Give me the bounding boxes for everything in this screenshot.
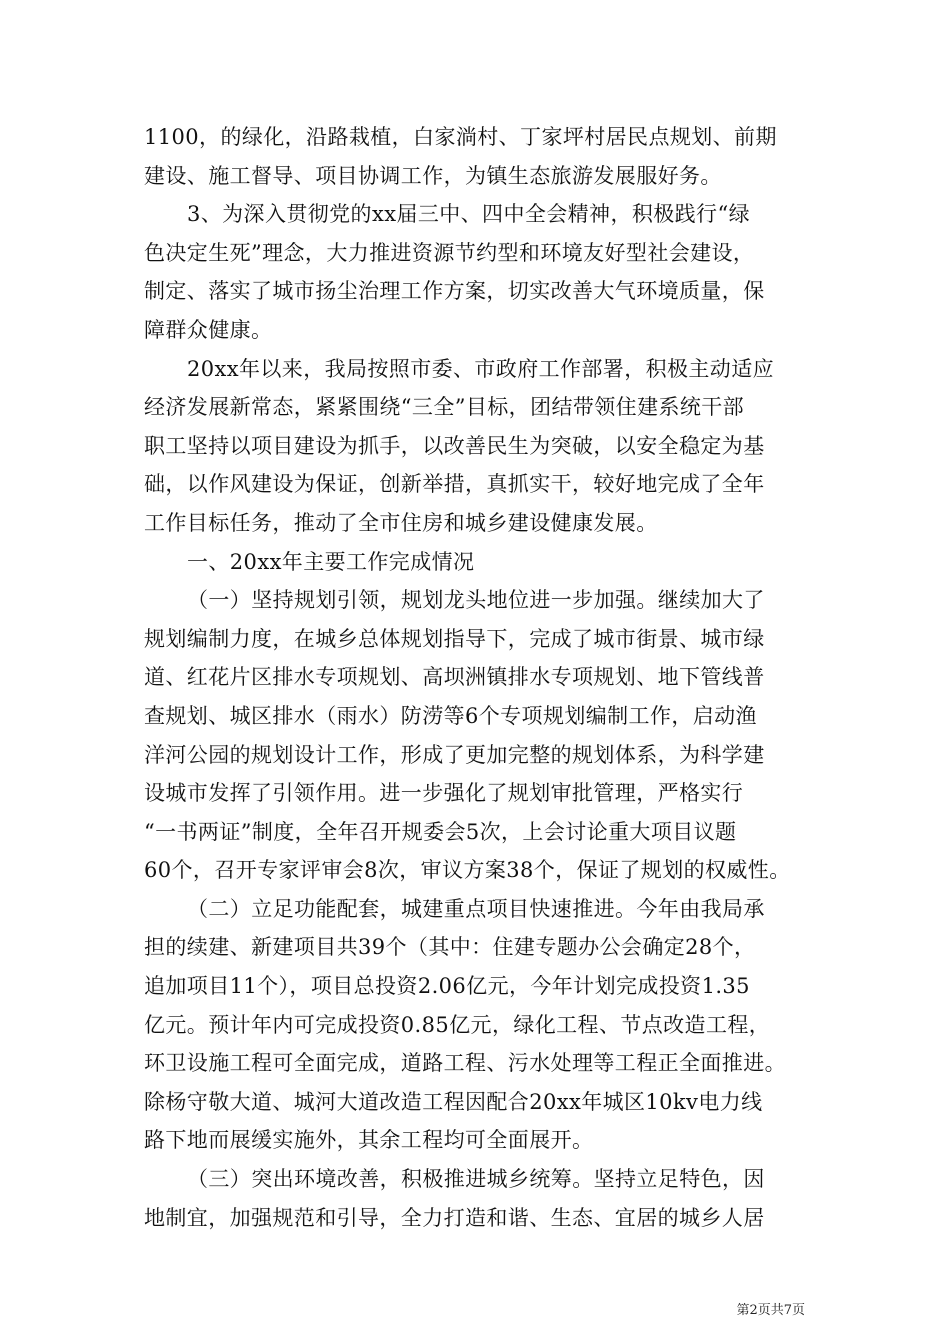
text-line: 道、红花片区排水专项规划、高坝洲镇排水专项规划、地下管线普 [144, 665, 765, 690]
text-line: 环卫设施工程可全面完成，道路工程、污水处理等工程正全面推进。 [144, 1051, 786, 1076]
text-line: 设城市发挥了引领作用。进一步强化了规划审批管理，严格实行 [144, 781, 744, 806]
text-line: 20xx年以来，我局按照市委、市政府工作部署，积极主动适应 [187, 356, 775, 381]
text-line: 规划编制力度，在城乡总体规划指导下，完成了城市街景、城市绿 [144, 626, 765, 651]
text-line: 洋河公园的规划设计工作，形成了更加完整的规划体系，为科学建 [144, 742, 765, 767]
text-line: “一书两证”制度，全年召开规委会5次，上会讨论重大项目议题 [144, 819, 737, 844]
section-heading: 一、20xx年主要工作完成情况 [187, 549, 475, 574]
text-line: 追加项目11个），项目总投资2.06亿元，今年计划完成投资1.35 [144, 974, 750, 999]
text-line: 3、为深入贯彻党的xx届三中、四中全会精神，积极践行“绿 [187, 202, 750, 227]
text-line: 建设、施工督导、项目协调工作，为镇生态旅游发展服好务。 [144, 163, 722, 188]
text-line: 制定、落实了城市扬尘治理工作方案，切实改善大气环境质量，保 [144, 279, 765, 304]
page-number: 第2页共7页 [736, 1303, 805, 1318]
text-line: 1100，的绿化，沿路栽植，白家淌村、丁家坪村居民点规划、前期 [144, 125, 777, 149]
text-line: 职工坚持以项目建设为抓手，以改善民生为突破，以安全稳定为基 [144, 433, 765, 458]
text-line: 障群众健康。 [144, 317, 273, 342]
text-line: 经济发展新常态，紧紧围绕“三全”目标，团结带领住建系统干部 [144, 395, 745, 420]
text-line: （一）坚持规划引领，规划龙头地位进一步加强。继续加大了 [187, 588, 765, 613]
text-line: 地制宜，加强规范和引导，全力打造和谐、生态、宜居的城乡人居 [144, 1205, 765, 1230]
text-line: 亿元。预计年内可完成投资0.85亿元，绿化工程、节点改造工程， [144, 1012, 771, 1037]
text-line: 60个，召开专家评审会8次，审议方案38个，保证了规划的权威性。 [144, 858, 791, 883]
text-line: 路下地而展缓实施外，其余工程均可全面展开。 [144, 1128, 594, 1153]
text-line: 工作目标任务，推动了全市住房和城乡建设健康发展。 [144, 510, 658, 535]
text-line: （三）突出环境改善，积极推进城乡统筹。坚持立足特色，因 [187, 1167, 765, 1192]
document-body [144, 118, 812, 1237]
text-line: 查规划、城区排水（雨水）防涝等6个专项规划编制工作，启动渔 [144, 703, 757, 728]
text-line: 除杨守敬大道、城河大道改造工程因配合20xx年城区10kv电力线 [144, 1089, 763, 1114]
text-line: 础，以作风建设为保证，创新举措，真抓实干，较好地完成了全年 [144, 472, 765, 497]
text-line: 色决定生死”理念，大力推进资源节约型和环境友好型社会建设， [144, 240, 755, 265]
text-line: 担的续建、新建项目共39个（其中：住建专题办公会确定28个， [144, 935, 756, 960]
text-line: （二）立足功能配套，城建重点项目快速推进。今年由我局承 [187, 896, 765, 921]
